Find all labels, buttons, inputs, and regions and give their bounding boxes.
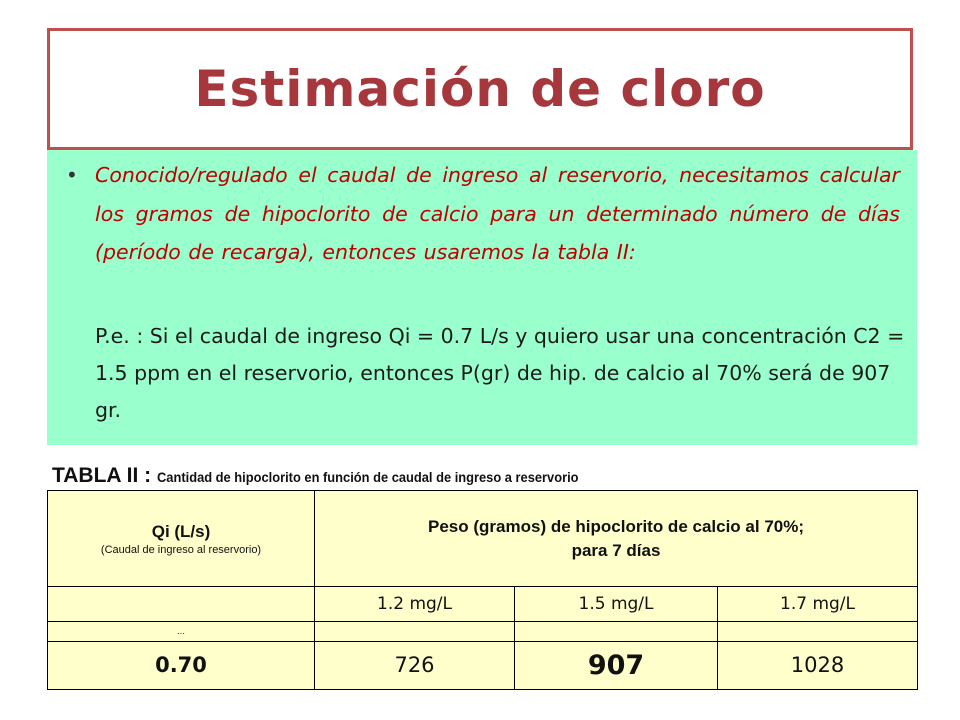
example-paragraph: P.e. : Si el caudal de ingreso Qi = 0.7 L/s y quiero usar una concentración C2 = 1.5 ppm en el reservorio, entonces P(gr) de hip. de calcio al 70% será de 907 gr.: [95, 324, 905, 422]
qi-header-cell: [48, 491, 315, 587]
peso-header-line1: Peso (gramos) de hipoclorito de calcio al 70%;: [428, 516, 804, 536]
concentration-empty-cell: [48, 587, 315, 621]
empty-cell: [515, 621, 718, 641]
bullet-paragraph: Conocido/regulado el caudal de ingreso al reservorio, necesitamos calcular los gramos de hipoclorito de calcio para un determinado número de días (período de recarga), entonces usaremos la tabla II:: [95, 163, 900, 264]
weight-value-cell-highlighted: 907: [515, 641, 718, 689]
ellipsis-cell: …: [48, 621, 315, 641]
data-row: [48, 641, 918, 689]
empty-cell: [315, 621, 515, 641]
concentration-cell: 1.7 mg/L: [718, 587, 918, 621]
weight-value-cell: 726: [315, 641, 515, 689]
slide-title: Estimación de cloro: [194, 60, 766, 118]
qi-value-cell: 0.70: [48, 641, 315, 689]
empty-cell: [718, 621, 918, 641]
peso-header-cell: [315, 491, 918, 587]
chlorine-table: [47, 490, 918, 690]
concentration-cell: 1.2 mg/L: [315, 587, 515, 621]
ellipsis-row: [48, 621, 918, 641]
peso-header-line2: para 7 días: [571, 540, 661, 560]
table-heading-main: TABLA II :: [52, 464, 157, 487]
table-header-row: [48, 491, 918, 587]
qi-subheader: (Caudal de ingreso al reservorio): [100, 543, 262, 556]
qi-header: Qi (L/s): [151, 521, 211, 541]
weight-value-cell: 1028: [718, 641, 918, 689]
title-box: [47, 28, 913, 150]
bullet-marker: •: [66, 163, 78, 187]
concentration-cell: 1.5 mg/L: [515, 587, 718, 621]
table-heading: [52, 464, 615, 488]
table-heading-sub: Cantidad de hipoclorito en función de caudal de ingreso a reservorio: [156, 469, 579, 485]
concentration-row: [48, 587, 918, 621]
